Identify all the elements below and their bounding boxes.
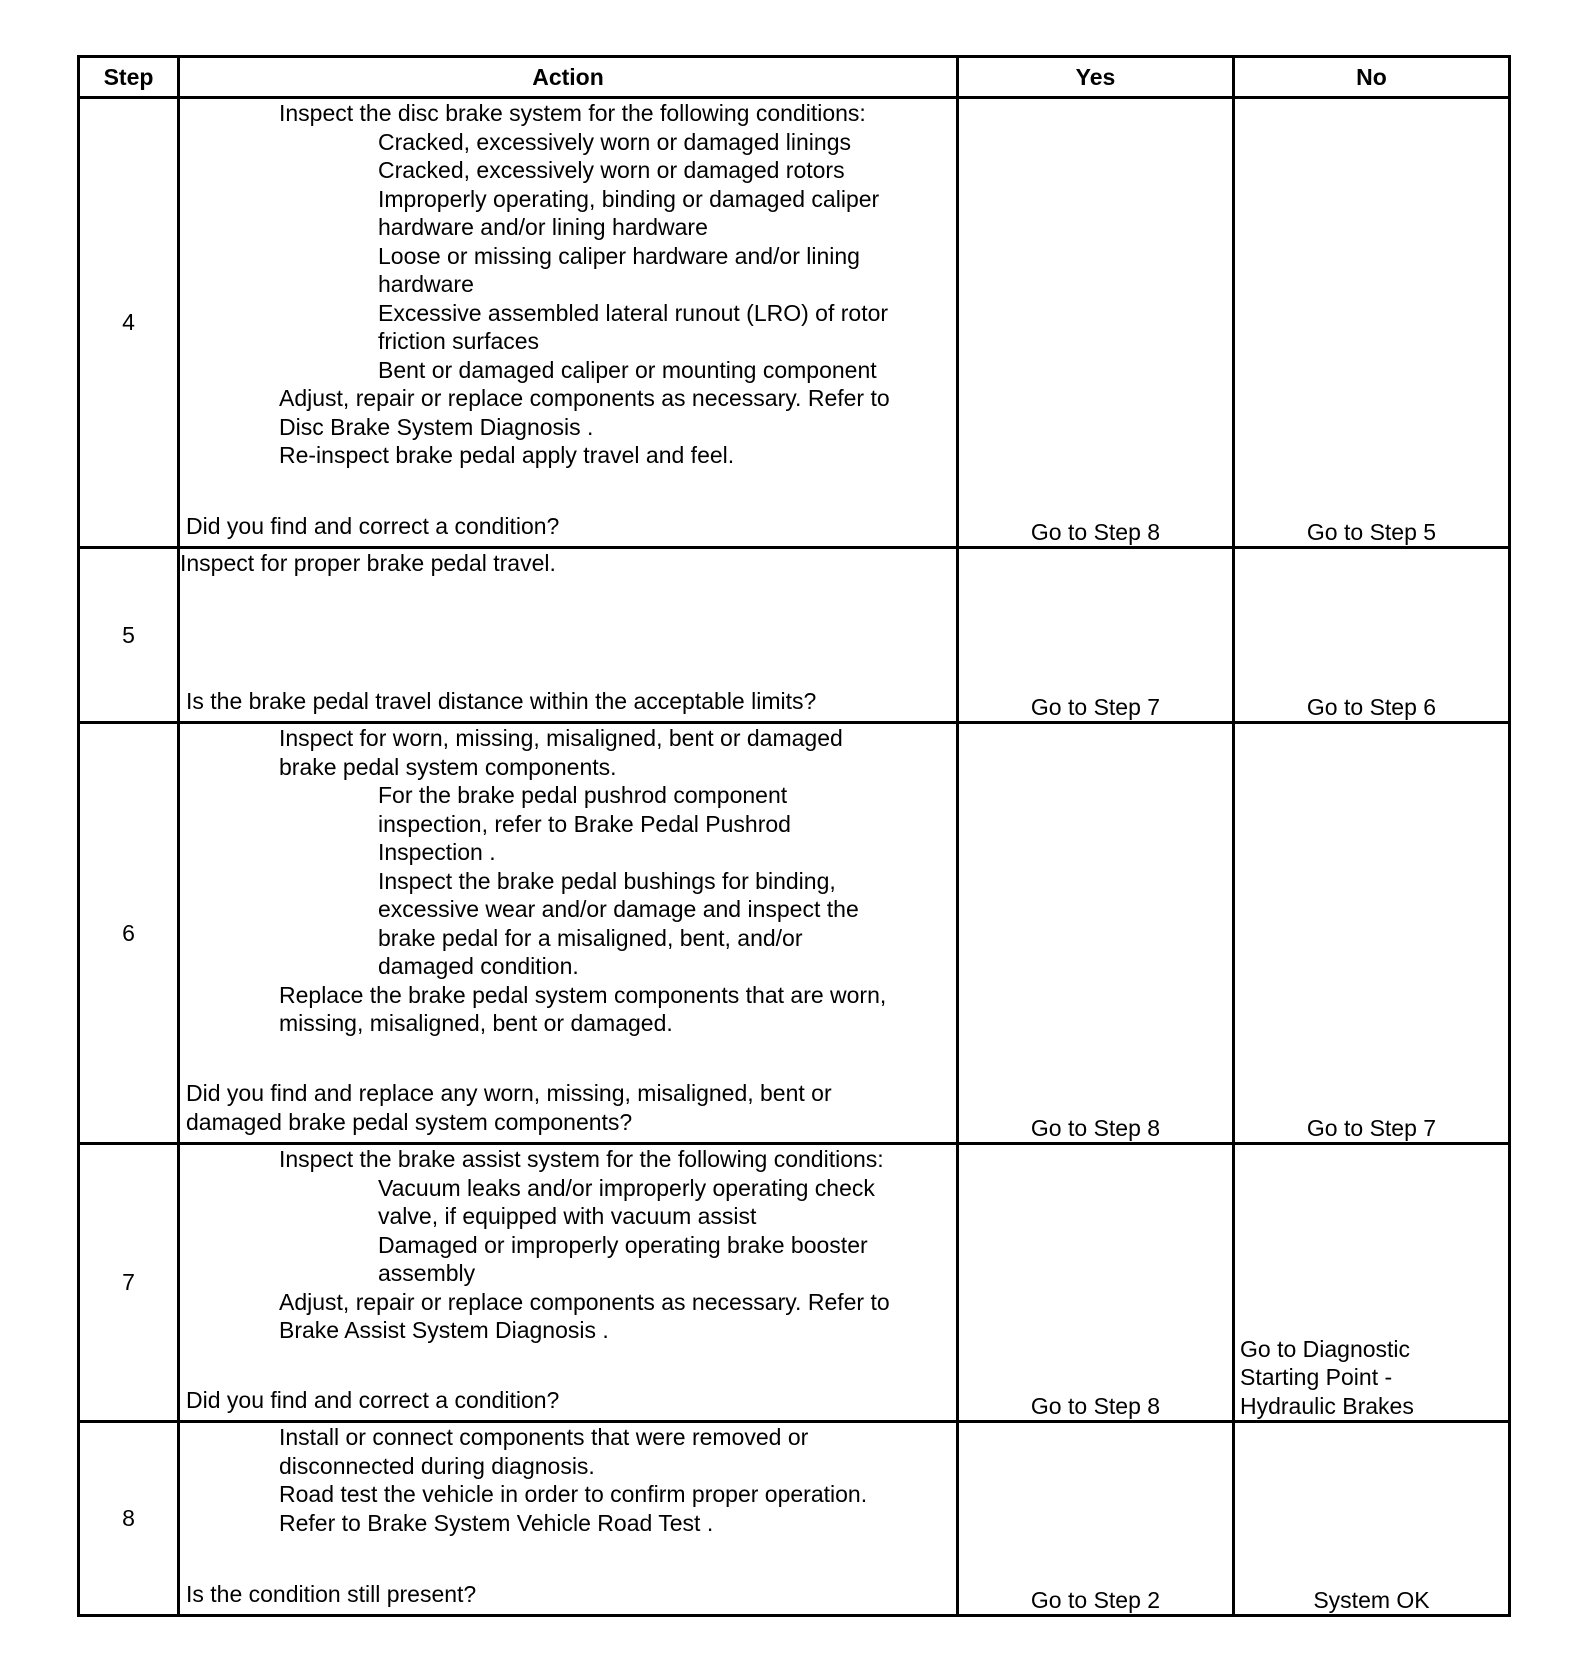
action-line: disconnected during diagnosis. bbox=[279, 1452, 595, 1479]
action-line: Inspect the brake pedal bushings for binding, bbox=[378, 867, 836, 894]
action-cell bbox=[179, 1144, 958, 1422]
step-number: 7 bbox=[79, 1144, 179, 1422]
action-line: Improperly operating, binding or damaged caliper bbox=[378, 185, 880, 212]
action-line: Inspect for worn, missing, misaligned, bent or damaged bbox=[279, 725, 843, 751]
action-line: Damaged or improperly operating brake booster bbox=[378, 1231, 868, 1258]
table-row bbox=[79, 723, 1510, 1144]
header-no: No bbox=[1234, 57, 1510, 98]
action-line: Replace the brake pedal system components that are worn, bbox=[279, 981, 887, 1008]
action-line: Road test the vehicle in order to confirm proper operation. bbox=[279, 1481, 868, 1507]
table-row bbox=[79, 1422, 1510, 1616]
action-line: excessive wear and/or damage and inspect the bbox=[378, 896, 859, 922]
action-line: Cracked, excessively worn or damaged rotors bbox=[378, 157, 845, 183]
question-text bbox=[186, 1580, 948, 1609]
action-line: Adjust, repair or replace components as necessary. Refer to bbox=[279, 1288, 890, 1315]
action-line: damaged condition. bbox=[378, 953, 579, 979]
header-row bbox=[79, 57, 1510, 98]
no-result-line: Go to Step 7 bbox=[1306, 1114, 1437, 1141]
action-line: Vacuum leaks and/or improperly operating check bbox=[378, 1174, 875, 1201]
no-result-line: Starting Point - bbox=[1240, 1364, 1393, 1390]
action-line: Loose or missing caliper hardware and/or lining bbox=[378, 242, 860, 269]
action-line: hardware and/or lining hardware bbox=[378, 214, 708, 240]
action-line: Disc Brake System Diagnosis . bbox=[279, 413, 594, 440]
action-line: Cracked, excessively worn or damaged linings bbox=[378, 128, 851, 155]
question-line: Did you find and replace any worn, missing, misaligned, bent or bbox=[186, 1080, 832, 1106]
question-text bbox=[186, 1079, 948, 1136]
yes-result: Go to Step 2 bbox=[958, 1422, 1234, 1616]
action-line: Refer to Brake System Vehicle Road Test . bbox=[279, 1509, 714, 1536]
action-line: Adjust, repair or replace components as necessary. Refer to bbox=[279, 385, 890, 411]
action-line: Install or connect components that were removed or bbox=[279, 1424, 809, 1450]
table-row bbox=[79, 98, 1510, 548]
question-line: Did you find and correct a condition? bbox=[186, 512, 560, 539]
no-result bbox=[1234, 1422, 1510, 1616]
action-line: friction surfaces bbox=[378, 328, 540, 354]
action-line: valve, if equipped with vacuum assist bbox=[378, 1203, 757, 1229]
action-line: Excessive assembled lateral runout (LRO) of rotor bbox=[378, 299, 889, 326]
step-number: 6 bbox=[79, 723, 179, 1144]
no-result bbox=[1234, 548, 1510, 723]
action-cell bbox=[179, 98, 958, 548]
step-number: 4 bbox=[79, 98, 179, 548]
yes-result: Go to Step 8 bbox=[958, 98, 1234, 548]
no-result-line: Go to Diagnostic bbox=[1240, 1335, 1411, 1362]
table-row bbox=[79, 1144, 1510, 1422]
no-result bbox=[1234, 723, 1510, 1144]
action-line: brake pedal for a misaligned, bent, and/or bbox=[378, 924, 803, 951]
action-cell bbox=[179, 1422, 958, 1616]
action-line: brake pedal system components. bbox=[279, 753, 617, 780]
header-yes: Yes bbox=[958, 57, 1234, 98]
no-result bbox=[1234, 1144, 1510, 1422]
yes-result: Go to Step 8 bbox=[958, 1144, 1234, 1422]
action-line: Brake Assist System Diagnosis . bbox=[279, 1317, 609, 1343]
action-line: Inspect for proper brake pedal travel. bbox=[180, 550, 556, 576]
no-result bbox=[1234, 98, 1510, 548]
question-line: Is the condition still present? bbox=[186, 1580, 477, 1607]
action-cell bbox=[179, 548, 958, 723]
no-result-line: Hydraulic Brakes bbox=[1240, 1392, 1414, 1419]
action-cell bbox=[179, 723, 958, 1144]
action-line: hardware bbox=[378, 271, 474, 297]
step-number: 8 bbox=[79, 1422, 179, 1616]
action-line: Inspect the brake assist system for the following conditions: bbox=[279, 1146, 884, 1172]
question-text bbox=[186, 1386, 948, 1415]
no-result-line: System OK bbox=[1313, 1586, 1430, 1613]
header-step: Step bbox=[79, 57, 179, 98]
action-line: For the brake pedal pushrod component bbox=[378, 782, 788, 808]
step-number: 5 bbox=[79, 548, 179, 723]
action-line: assembly bbox=[378, 1260, 476, 1286]
action-line: Re-inspect brake pedal apply travel and feel. bbox=[279, 442, 735, 468]
action-line: Bent or damaged caliper or mounting component bbox=[378, 356, 877, 383]
question-line: Is the brake pedal travel distance within the acceptable limits? bbox=[186, 687, 817, 714]
question-text bbox=[186, 512, 948, 541]
action-line: Inspect the disc brake system for the following conditions: bbox=[279, 100, 866, 126]
no-result-line: Go to Step 6 bbox=[1306, 693, 1437, 720]
question-text bbox=[186, 687, 948, 716]
header-action: Action bbox=[179, 57, 958, 98]
action-line: missing, misaligned, bent or damaged. bbox=[279, 1010, 673, 1036]
question-line: damaged brake pedal system components? bbox=[186, 1108, 633, 1135]
no-result-line: Go to Step 5 bbox=[1306, 518, 1437, 545]
yes-result: Go to Step 8 bbox=[958, 723, 1234, 1144]
yes-result: Go to Step 7 bbox=[958, 548, 1234, 723]
action-line: inspection, refer to Brake Pedal Pushrod bbox=[378, 810, 791, 837]
action-line: Inspection . bbox=[378, 839, 496, 865]
table-row bbox=[79, 548, 1510, 723]
question-line: Did you find and correct a condition? bbox=[186, 1386, 560, 1413]
diagnostic-table bbox=[77, 55, 1511, 1617]
